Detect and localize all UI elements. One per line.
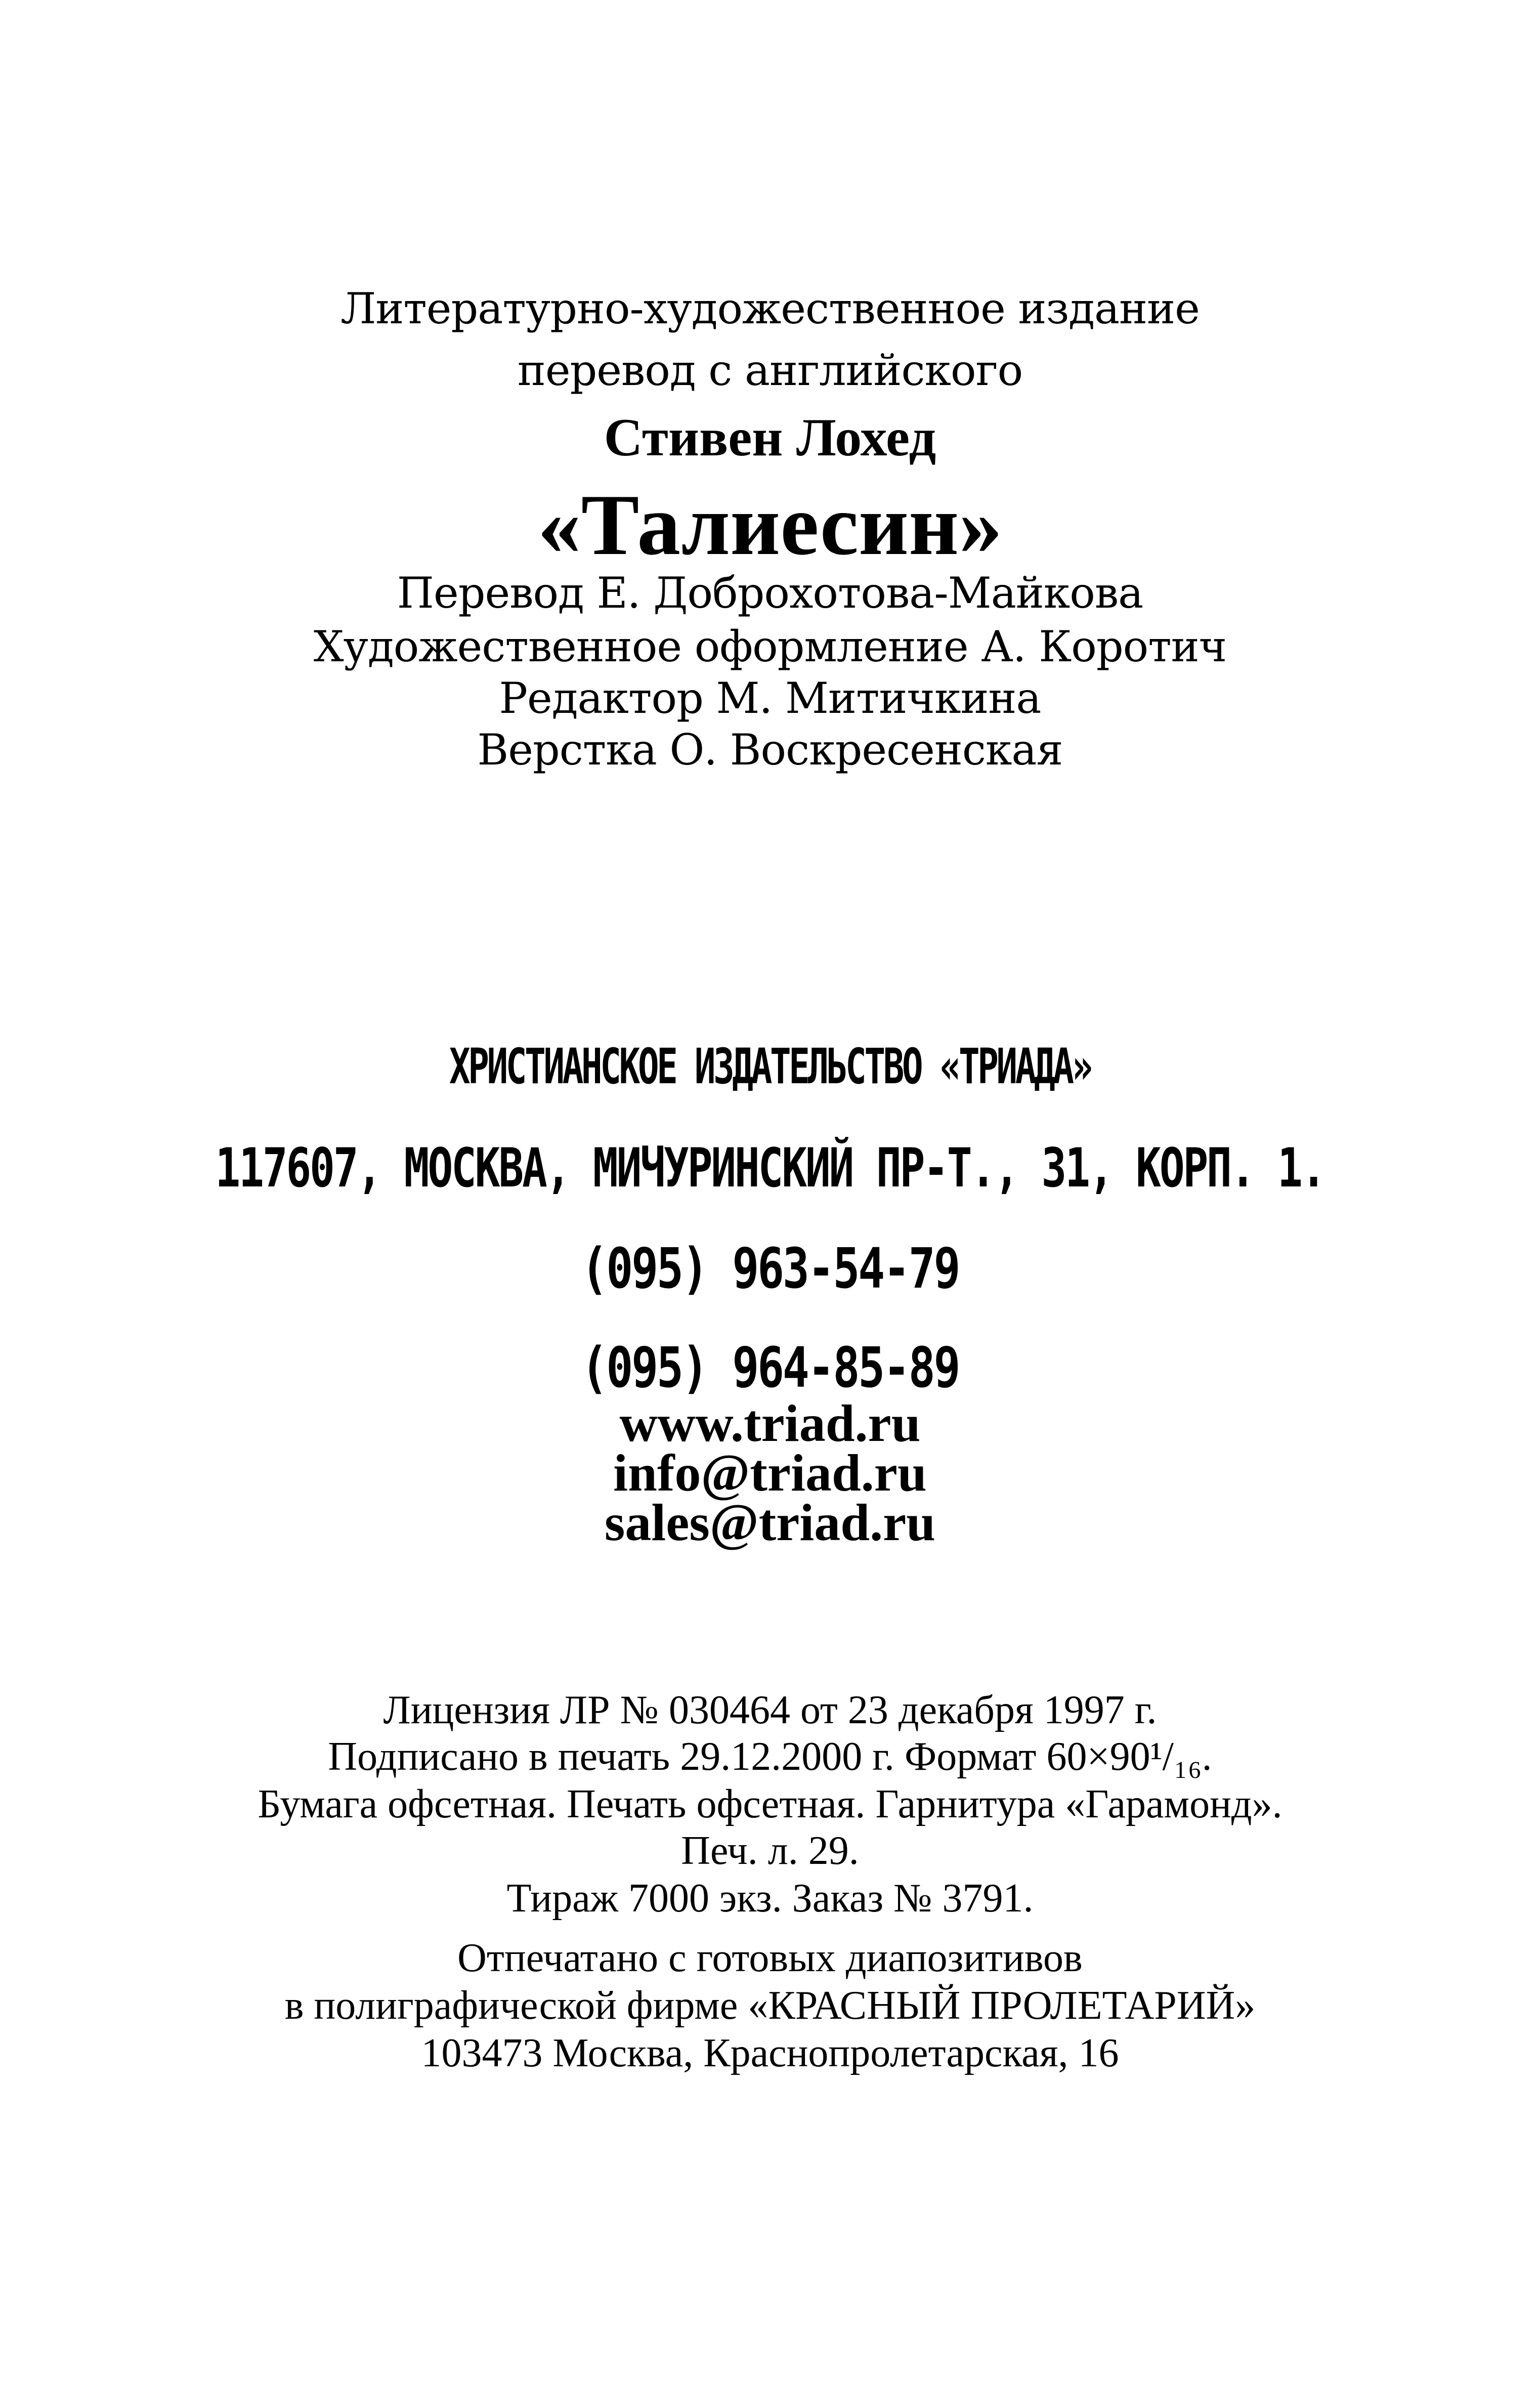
printer-line-2: в полиграфической фирме «КРАСНЫЙ ПРОЛЕТАРИЙ» (284, 1983, 1256, 2028)
translation-note: перевод с английского (517, 346, 1023, 395)
printer-line-1: Отпечатано с готовых диапозитивов (457, 1936, 1083, 1980)
publisher-email-sales: sales@triad.ru (604, 1494, 936, 1552)
publisher-email-info: info@triad.ru (613, 1444, 927, 1502)
credit-layout: Верстка О. Воскресенская (477, 725, 1063, 775)
paper-typeface-line: Бумага офсетная. Печать офсетная. Гарнитура «Гарамонд». (258, 1782, 1282, 1826)
edition-type: Литературно-художественное издание (340, 284, 1200, 333)
printer-line-3: 103473 Москва, Краснопролетарская, 16 (421, 2031, 1119, 2075)
publisher-name: ХРИСТИАНСКОЕ ИЗДАТЕЛЬСТВО «ТРИАДА» (449, 1038, 1091, 1095)
sheets-line: Печ. л. 29. (681, 1828, 859, 1873)
publisher-website: www.triad.ru (619, 1394, 921, 1453)
publisher-phone-1: (095) 963-54-79 (581, 1236, 959, 1301)
author-name: Стивен Лохед (604, 408, 936, 467)
publisher-phone-2: (095) 964-85-89 (581, 1335, 959, 1400)
publisher-address: 117607, МОСКВА, МИЧУРИНСКИЙ ПР-Т., 31, КОРП. 1. (215, 1137, 1325, 1199)
credit-translator: Перевод Е. Доброхотова-Майкова (397, 568, 1143, 618)
run-order-line: Тираж 7000 экз. Заказ № 3791. (506, 1876, 1034, 1921)
credit-editor: Редактор М. Митичкина (499, 673, 1041, 723)
book-title: «Талиесин» (537, 477, 1003, 573)
license-line: Лицензия ЛР № 030464 от 23 декабря 1997 г. (383, 1688, 1157, 1732)
signed-format-line: Подписано в печать 29.12.2000 г. Формат 60×90¹/₁₆. (328, 1734, 1212, 1779)
credit-design: Художественное оформление А. Коротич (313, 622, 1227, 671)
